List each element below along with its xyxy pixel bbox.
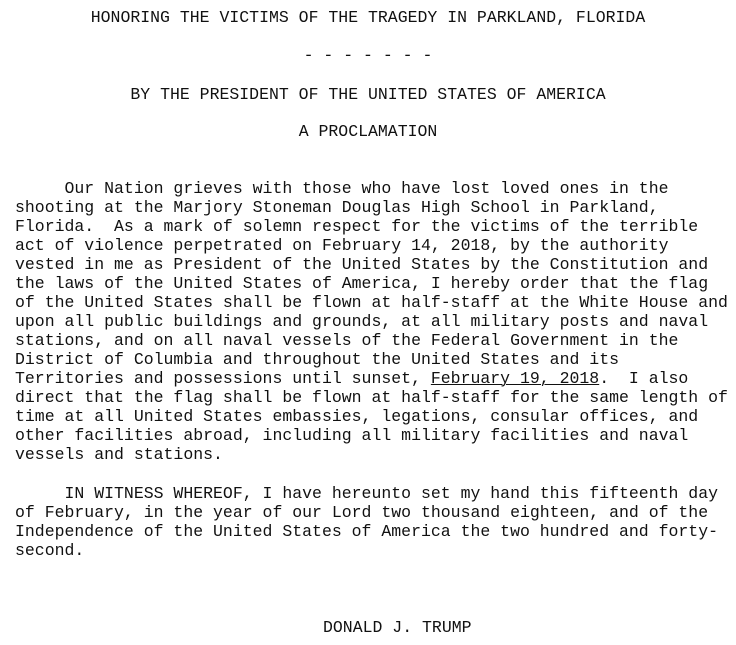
paragraph-line: Our Nation grieves with those who have lost loved ones in the [15, 179, 669, 198]
paragraph-line: time at all United States embassies, legations, consular offices, and [15, 407, 699, 426]
paragraph-line: of the United States shall be flown at half-staff at the White House and [15, 293, 728, 312]
document-title: HONORING THE VICTIMS OF THE TRAGEDY IN PARKLAND, FLORIDA [90, 8, 646, 27]
underlined-date: February 19, 2018 [430, 369, 600, 388]
paragraph-line: District of Columbia and throughout the United States and its [15, 350, 619, 369]
signature-name: DONALD J. TRUMP [323, 618, 472, 637]
separator-dashes: - - - - - - - [303, 46, 433, 65]
paragraph-line: second. [15, 541, 85, 560]
paragraph-line: vested in me as President of the United States by the Constitution and [15, 255, 709, 274]
paragraph-line: vessels and stations. [15, 445, 223, 464]
paragraph-line-with-date [15, 369, 727, 388]
paragraph-line: direct that the flag shall be flown at half-staff for the same length of [15, 388, 728, 407]
paragraph-line: act of violence perpetrated on February 14, 2018, by the authority [15, 236, 669, 255]
line-suffix: . I also [599, 369, 689, 388]
paragraph-order [15, 179, 727, 464]
paragraph-line: shooting at the Marjory Stoneman Douglas High School in Parkland, [15, 198, 659, 217]
byline: BY THE PRESIDENT OF THE UNITED STATES OF AMERICA [130, 85, 606, 104]
paragraph-witness [15, 484, 727, 560]
paragraph-line: Independence of the United States of America the two hundred and forty- [15, 522, 719, 541]
paragraph-line: stations, and on all naval vessels of the Federal Government in the [15, 331, 679, 350]
paragraph-line: Florida. As a mark of solemn respect for the victims of the terrible [15, 217, 699, 236]
proclamation-label: A PROCLAMATION [298, 122, 438, 141]
paragraph-line: other facilities abroad, including all military facilities and naval [15, 426, 689, 445]
paragraph-line: upon all public buildings and grounds, at all military posts and naval [15, 312, 709, 331]
paragraph-line: the laws of the United States of America, I hereby order that the flag [15, 274, 709, 293]
line-prefix: Territories and possessions until sunset, [15, 369, 431, 388]
paragraph-line: IN WITNESS WHEREOF, I have hereunto set my hand this fifteenth day [15, 484, 719, 503]
paragraph-line: of February, in the year of our Lord two thousand eighteen, and of the [15, 503, 709, 522]
